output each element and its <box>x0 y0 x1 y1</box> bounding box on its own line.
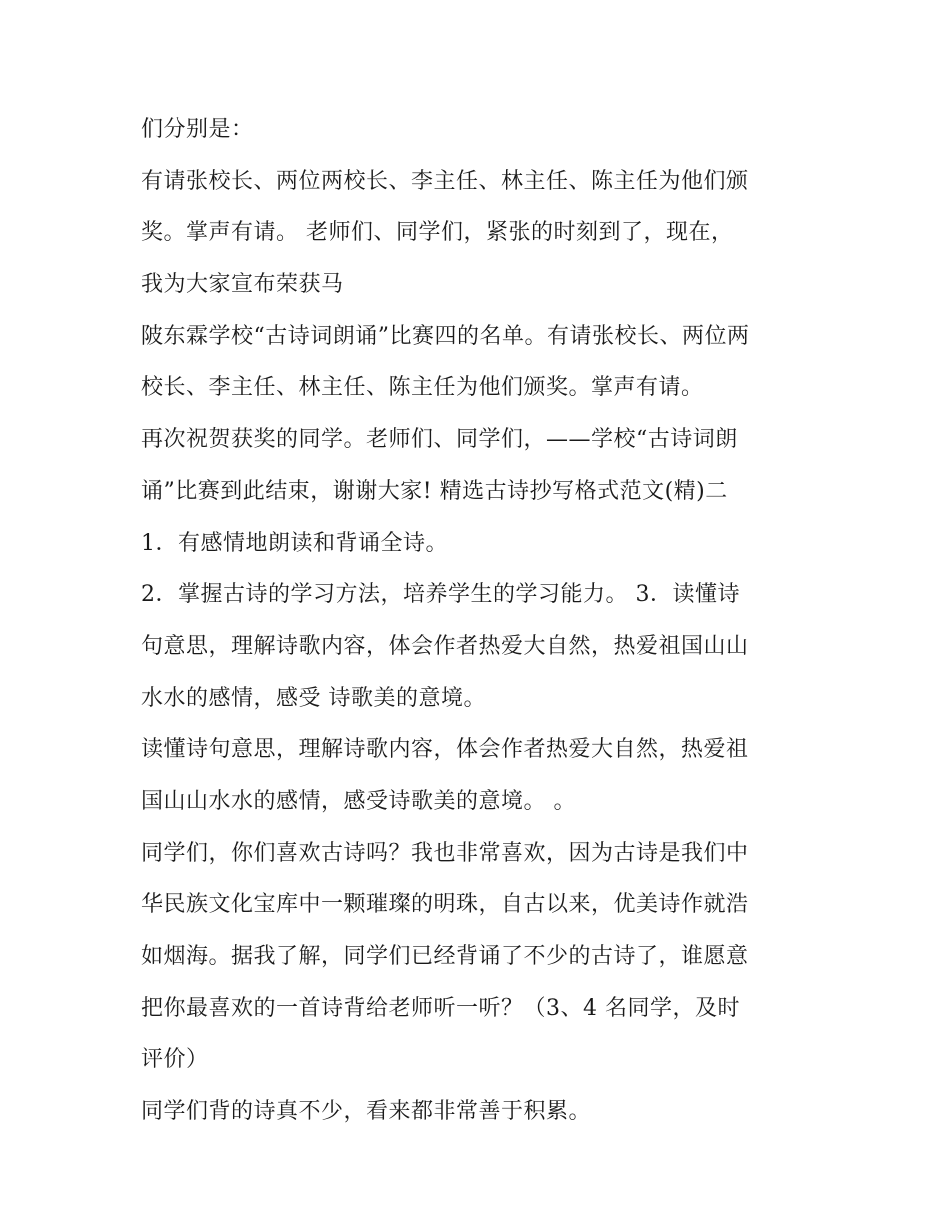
text-line: 如烟海。据我了解，同学们已经背诵了不少的古诗了，谁愿意 <box>141 944 749 969</box>
text-line: 把你最喜欢的一首诗背给老师听一听？（3、4 名同学，及时 <box>141 995 740 1021</box>
text-line: 读懂诗句意思，理解诗歌内容，体会作者热爱大自然，热爱祖 <box>141 737 749 763</box>
text-line: 有请张校长、两位两校长、李主任、林主任、陈主任为他们颁 <box>141 168 749 194</box>
text-line: 诵”比赛到此结束，谢谢大家! 精选古诗抄写格式范文(精)二 <box>141 478 728 504</box>
text-line: 同学们，你们喜欢古诗吗？我也非常喜欢，因为古诗是我们中 <box>141 840 749 866</box>
document-body <box>141 111 821 1145</box>
text-line: 我为大家宣布荣获马 <box>141 272 344 298</box>
text-line: 2．掌握古诗的学习方法，培养学生的学习能力。 3．读懂诗 <box>141 582 740 608</box>
text-line: 评价） <box>141 1047 209 1073</box>
text-line: 句意思，理解诗歌内容，体会作者热爱大自然，热爱祖国山山 <box>141 633 749 659</box>
text-line: 再次祝贺获奖的同学。老师们、同学们，——学校“古诗词朗 <box>141 427 738 453</box>
text-line: 同学们背的诗真不少，看来都非常善于积累。 <box>141 1099 592 1125</box>
text-line: 华民族文化宝库中一颗璀璨的明珠，自古以来，优美诗作就浩 <box>141 892 749 918</box>
text-line: 们分别是： <box>141 117 254 142</box>
text-line: 校长、李主任、林主任、陈主任为他们颁奖。掌声有请。 <box>141 375 704 401</box>
text-line: 陂东霖学校“古诗词朗诵”比赛四的名单。有请张校长、两位两 <box>141 323 750 349</box>
text-line: 奖。掌声有请。 老师们、同学们，紧张的时刻到了，现在， <box>141 220 734 246</box>
text-line: 1．有感情地朗读和背诵全诗。 <box>141 530 448 556</box>
text-line: 水水的感情，感受 诗歌美的意境。 <box>141 685 486 711</box>
text-line: 国山山水水的感情，感受诗歌美的意境。 。 <box>141 788 576 814</box>
